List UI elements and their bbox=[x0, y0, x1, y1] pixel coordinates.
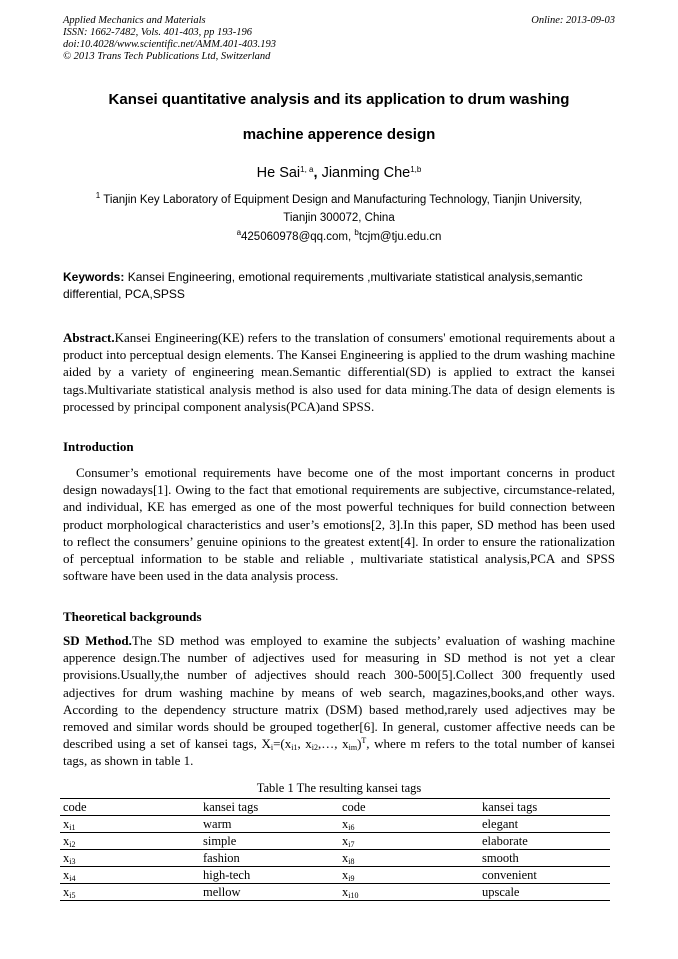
affiliation-text: Tianjin Key Laboratory of Equipment Design and Manufacturing Technology, Tianjin University, bbox=[103, 194, 583, 206]
table-cell-tag: elegant bbox=[479, 816, 610, 833]
code-var: x bbox=[342, 884, 349, 899]
table-cell-code bbox=[60, 850, 200, 867]
code-var: x bbox=[63, 884, 70, 899]
email-a[interactable]: 425060978@qq.com, bbox=[241, 231, 355, 243]
formula-part: , x bbox=[297, 736, 312, 752]
table-header-row bbox=[60, 799, 610, 816]
code-sub: i1 bbox=[69, 822, 76, 832]
code-sub: i3 bbox=[69, 856, 76, 866]
section-heading-introduction: Introduction bbox=[63, 439, 134, 454]
table-cell-tag: upscale bbox=[479, 884, 610, 901]
online-date: Online: 2013-09-03 bbox=[531, 15, 615, 26]
introduction-paragraph: Consumer’s emotional requirements have become one of the most important concerns in product design nowadays[1]. Owing to the fact that emotional requirements are subjective, circumstance-related, and individual, KE has emerged as one of the most powerful techniques for build connection between product morphological characteristics and user’s emotions[2, 3].In this paper, SD method has been used to reflect the consumers’ genuine opinions to the greatest extent[4]. In order to ensure the rationalization of perceptual information to be stable and reliable , multivariate statistical analysis,PCA and SPSS software have been used in the data analysis process. bbox=[63, 465, 615, 584]
code-var: x bbox=[63, 867, 70, 882]
table-cell-code bbox=[60, 884, 200, 901]
paper-title-line2: machine apperence design bbox=[242, 126, 436, 143]
table-cell-code bbox=[60, 833, 200, 850]
table-cell-tag: elaborate bbox=[479, 833, 610, 850]
table-row bbox=[60, 816, 610, 833]
code-sub: i10 bbox=[348, 890, 359, 900]
table-cell-tag: convenient bbox=[479, 867, 610, 884]
table-cell-code bbox=[339, 884, 479, 901]
code-sub: i4 bbox=[69, 873, 76, 883]
table-cell-tag: simple bbox=[200, 833, 339, 850]
formula-part: X bbox=[261, 736, 271, 752]
code-var: x bbox=[342, 850, 349, 865]
section-heading-theory: Theoretical backgrounds bbox=[63, 609, 202, 624]
author-name: He Sai bbox=[256, 165, 301, 181]
code-var: x bbox=[63, 850, 70, 865]
code-sub: i9 bbox=[348, 873, 355, 883]
keywords-label: Keywords: bbox=[63, 270, 125, 284]
email-sup: a bbox=[236, 228, 242, 237]
abstract-text: Kansei Engineering(KE) refers to the translation of consumers' emotional requirements about a product into perceptual design elements. The Kansei Engineering is applied to the drum washing machine aided by a variety of engineering mean.Semantic differential(SD) is applied to extract the kansei tags.Multivariate statistical analysis method is also used for data mining.The data of design elements is processed by principal component analysis(PCA)and SPSS. bbox=[63, 330, 615, 414]
table-row bbox=[60, 867, 610, 884]
table-cell-tag: high-tech bbox=[200, 867, 339, 884]
table-cell-code bbox=[339, 867, 479, 884]
author-name: Jianming Che bbox=[321, 165, 411, 181]
table-cell-tag: smooth bbox=[479, 850, 610, 867]
issn-line: ISSN: 1662-7482, Vols. 401-403, pp 193-196 bbox=[63, 27, 252, 38]
table-cell-tag: fashion bbox=[200, 850, 339, 867]
code-sub: i7 bbox=[348, 839, 355, 849]
sd-method-tail: , where m refers to the total number of kansei tags, as shown in table 1. bbox=[63, 736, 616, 769]
affiliation-line1 bbox=[63, 191, 615, 206]
abstract-label: Abstract. bbox=[63, 330, 115, 345]
table-caption: Table 1 The resulting kansei tags bbox=[256, 781, 422, 795]
table-row bbox=[60, 884, 610, 901]
code-var: x bbox=[63, 833, 70, 848]
sd-method-text: The SD method was employed to examine the subjects’ evaluation of washing machine apperence design.The number of adjectives used for measuring in SD method is not yet a clear provisions.Usually,the number of adjectives should reach 300-500[5].Collect 300 frequently used adjectives for drum washing machine by means of web search, magazines,books,and other ways. According to the dependency structure matrix (DSM) based method,rarely used adjectives may be removed and similar words should be grouped together[6]. In general, customer affective needs can be described using a set of kansei tags, bbox=[63, 633, 615, 752]
formula-part: =(x bbox=[273, 736, 292, 752]
table-header-cell: kansei tags bbox=[479, 799, 610, 816]
author-sup: 1,b bbox=[410, 165, 422, 174]
code-var: x bbox=[342, 816, 349, 831]
author-list bbox=[63, 165, 615, 181]
affiliation-sup: 1 bbox=[95, 191, 101, 200]
table-cell-code bbox=[339, 816, 479, 833]
author-emails bbox=[63, 228, 615, 243]
journal-name: Applied Mechanics and Materials bbox=[63, 15, 206, 26]
formula-sup: T bbox=[361, 736, 367, 746]
formula-sub: im bbox=[348, 743, 358, 753]
code-sub: i6 bbox=[348, 822, 355, 832]
table-cell-tag: warm bbox=[200, 816, 339, 833]
keywords-block bbox=[63, 269, 615, 303]
formula-part: ) bbox=[357, 736, 362, 752]
formula-sub: i1 bbox=[291, 743, 298, 753]
table-header-cell: code bbox=[60, 799, 200, 816]
code-var: x bbox=[63, 816, 70, 831]
code-var: x bbox=[342, 867, 349, 882]
formula-part: ,…, x bbox=[318, 736, 349, 752]
affiliation-line2: Tianjin 300072, China bbox=[283, 212, 395, 224]
table-cell-code bbox=[339, 833, 479, 850]
table-cell-code bbox=[60, 816, 200, 833]
journal-header bbox=[63, 15, 615, 63]
table-cell-tag: mellow bbox=[200, 884, 339, 901]
table-cell-code bbox=[60, 867, 200, 884]
email-sup: b bbox=[354, 228, 359, 237]
table-cell-code bbox=[339, 850, 479, 867]
code-sub: i2 bbox=[69, 839, 76, 849]
table-row bbox=[60, 833, 610, 850]
author-separator: , bbox=[313, 165, 322, 181]
sd-method-label: SD Method. bbox=[63, 633, 132, 648]
paper-title-line1: Kansei quantitative analysis and its application to drum washing bbox=[108, 91, 570, 108]
sd-method-paragraph bbox=[63, 632, 615, 770]
code-sub: i5 bbox=[69, 890, 76, 900]
copyright-line: © 2013 Trans Tech Publications Ltd, Switzerland bbox=[63, 51, 271, 62]
table-header-cell: code bbox=[339, 799, 479, 816]
table-header-cell: kansei tags bbox=[200, 799, 339, 816]
email-b[interactable]: tcjm@tju.edu.cn bbox=[358, 231, 442, 243]
code-var: x bbox=[342, 833, 349, 848]
code-sub: i8 bbox=[348, 856, 355, 866]
abstract-block bbox=[63, 329, 615, 415]
table-row bbox=[60, 850, 610, 867]
formula-sub: i bbox=[270, 743, 274, 753]
keywords-text: Kansei Engineering, emotional requirements ,multivariate statistical analysis,semantic differential, PCA,SPSS bbox=[63, 270, 583, 301]
author-sup: 1, a bbox=[300, 165, 314, 174]
kansei-tags-table bbox=[60, 798, 610, 901]
doi-line: doi:10.4028/www.scientific.net/AMM.401-403.193 bbox=[63, 39, 276, 50]
formula-sub: i2 bbox=[311, 743, 319, 753]
